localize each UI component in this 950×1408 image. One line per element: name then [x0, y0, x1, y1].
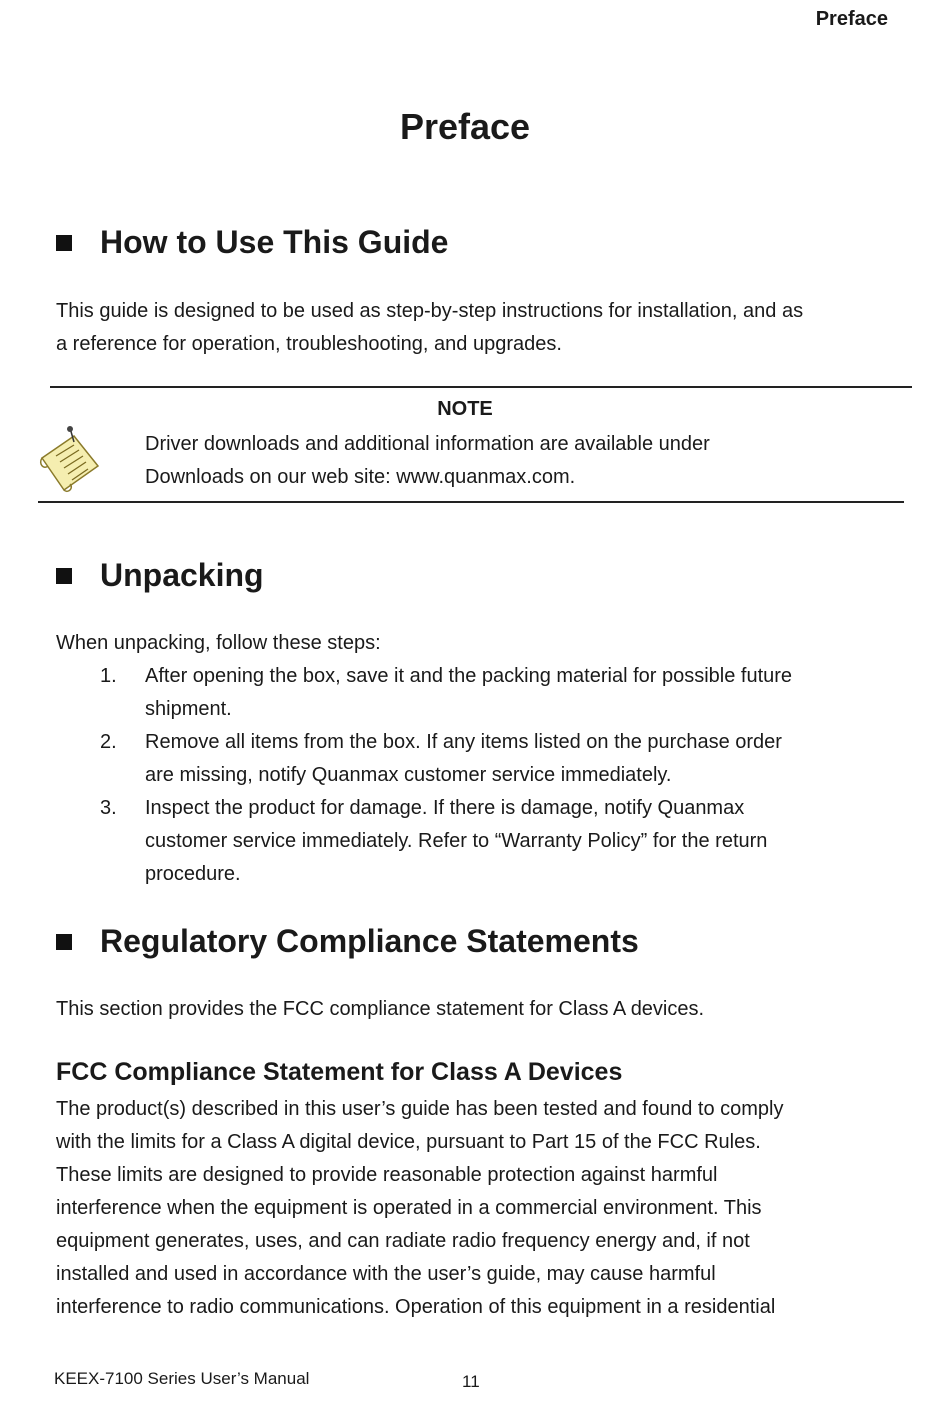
section-heading-regulatory-text: Regulatory Compliance Statements [100, 923, 639, 959]
section-heading-guide-text: How to Use This Guide [100, 224, 449, 260]
note-top-rule [50, 386, 912, 388]
section-heading-unpacking [56, 557, 264, 594]
text-line: The product(s) described in this user’s guide has been tested and found to comply [56, 1098, 784, 1120]
text-line: Downloads on our web site: www.quanmax.com. [145, 466, 576, 488]
square-bullet-icon [56, 568, 72, 584]
note-bottom-rule [38, 501, 904, 503]
text-line: After opening the box, save it and the packing material for possible future [145, 665, 793, 687]
square-bullet-icon [56, 934, 72, 950]
text-line: interference to radio communications. Operation of this equipment in a residential [56, 1296, 776, 1318]
step-number: 3. [100, 797, 117, 819]
square-bullet-icon [56, 235, 72, 251]
text-line: This guide is designed to be used as step-by-step instructions for installation, and as [56, 300, 804, 322]
section-heading-guide [56, 224, 448, 261]
regulatory-intro: This section provides the FCC compliance statement for Class A devices. [56, 998, 705, 1020]
step-text [145, 726, 890, 792]
text-line: procedure. [145, 863, 241, 885]
text-line: Inspect the product for damage. If there is damage, notify Quanmax [145, 797, 745, 819]
step-text [145, 660, 890, 726]
text-line: interference when the equipment is operated in a commercial environment. This [56, 1197, 762, 1219]
text-line: customer service immediately. Refer to “Warranty Policy” for the return [145, 830, 768, 852]
list-item [100, 726, 890, 792]
text-line: shipment. [145, 698, 232, 720]
text-line: Remove all items from the box. If any items listed on the purchase order [145, 731, 782, 753]
step-text [145, 792, 890, 891]
text-line: with the limits for a Class A digital device, pursuant to Part 15 of the FCC Rules. [56, 1131, 761, 1153]
text-line: These limits are designed to provide reasonable protection against harmful [56, 1164, 718, 1186]
step-number: 1. [100, 665, 117, 687]
text-line: installed and used in accordance with the user’s guide, may cause harmful [56, 1263, 716, 1285]
list-item [100, 660, 890, 726]
text-line: equipment generates, uses, and can radiate radio frequency energy and, if not [56, 1230, 750, 1252]
note-label: NOTE [437, 398, 493, 420]
page-title: Preface [399, 106, 531, 147]
footer-manual-title: KEEX-7100 Series User’s Manual [54, 1369, 310, 1388]
text-line: are missing, notify Quanmax customer service immediately. [145, 764, 672, 786]
unpacking-steps [100, 660, 890, 891]
text-line: a reference for operation, troubleshooting, and upgrades. [56, 333, 562, 355]
guide-paragraph [56, 295, 896, 361]
step-number: 2. [100, 731, 117, 753]
list-item [100, 792, 890, 891]
note-paper-icon [34, 424, 106, 496]
footer-page-number: 11 [462, 1372, 480, 1391]
fcc-subheading: FCC Compliance Statement for Class A Devices [56, 1058, 623, 1086]
section-heading-regulatory [56, 923, 639, 960]
section-heading-unpacking-text: Unpacking [100, 557, 264, 593]
text-line: Driver downloads and additional information are available under [145, 433, 710, 455]
note-text [145, 428, 885, 494]
fcc-paragraph [56, 1093, 896, 1324]
running-header: Preface [815, 8, 888, 30]
unpacking-intro: When unpacking, follow these steps: [56, 632, 381, 654]
